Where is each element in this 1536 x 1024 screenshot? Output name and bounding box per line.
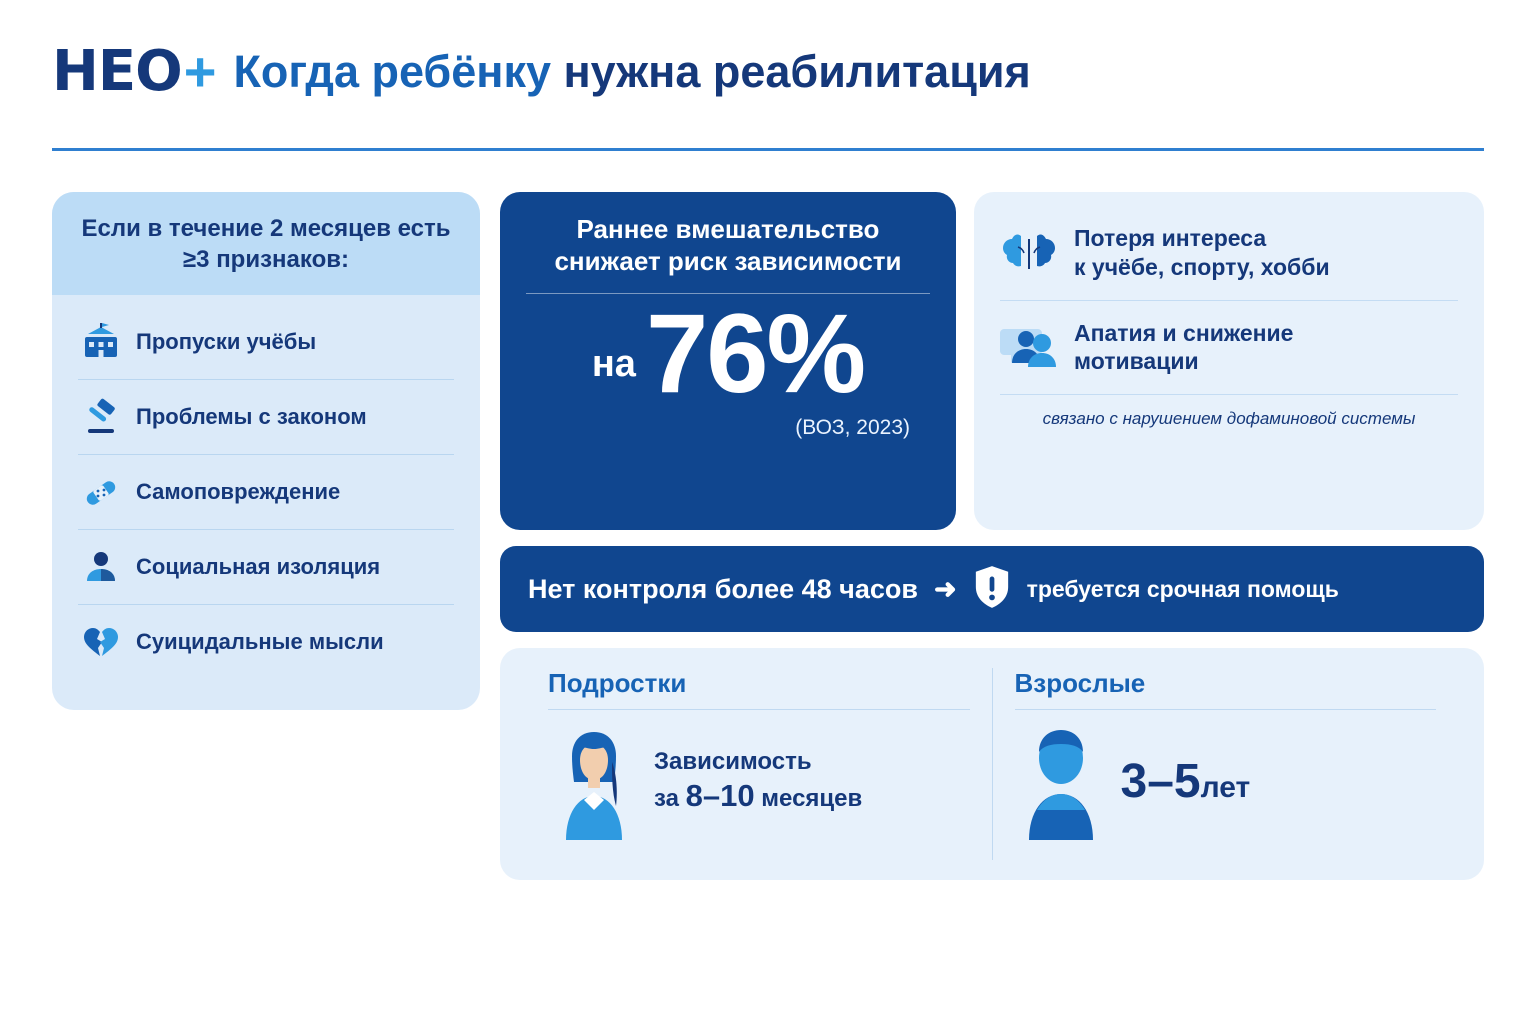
symptom-line-2: к учёбе, спорту, хобби (1074, 253, 1330, 280)
comparison-adults-unit: лет (1200, 770, 1251, 804)
comparison-teens-line1: Зависимость (654, 747, 812, 775)
list-item (78, 455, 454, 530)
warning-signs-heading: Если в течение 2 месяцев есть ≥3 признаков: (52, 192, 480, 295)
list-item-label: Социальная изоляция (136, 554, 381, 580)
comparison-adults-value: 3–5 (1120, 754, 1201, 808)
adult-man-icon (1015, 722, 1107, 840)
arrow-right-icon: ➜ (933, 573, 957, 604)
list-item (78, 305, 454, 380)
symptom-text (1074, 224, 1330, 282)
symptoms-card (974, 192, 1484, 530)
bandage-icon (80, 471, 122, 513)
urgent-banner (500, 546, 1484, 632)
alert-shield-icon (973, 564, 1011, 615)
symptom-text (1074, 319, 1293, 377)
comparison-adults-title: Взрослые (1015, 668, 1437, 710)
symptom-line-1: Потеря интереса (1074, 225, 1267, 251)
urgent-tail-text: требуется срочная помощь (1026, 575, 1339, 602)
list-item (78, 530, 454, 605)
comparison-teens (526, 668, 992, 860)
list-item (78, 380, 454, 455)
symptom-line-2: мотивации (1074, 348, 1199, 375)
comparison-teens-body (548, 722, 970, 840)
comparison-teens-text (654, 747, 862, 816)
header (52, 39, 1484, 104)
header-divider (52, 148, 1484, 151)
comparison-teens-value: 8–10 (685, 777, 755, 813)
comparison-teens-line2-suffix: месяцев (754, 784, 863, 812)
brand-logo-plus-icon: + (183, 40, 216, 103)
page-title (233, 46, 1031, 98)
list-item (78, 605, 454, 679)
person-alone-icon (80, 546, 122, 588)
symptom-line-1: Апатия и снижение (1074, 319, 1294, 346)
symptoms-note: связано с нарушением дофаминовой системы (1042, 409, 1416, 428)
statistic-heading: Раннее вмешательство снижает риск зависимости (554, 214, 902, 276)
comparison-teens-title: Подростки (548, 668, 970, 710)
statistic-source: (ВОЗ, 2023) (795, 416, 910, 440)
list-item-label: Самоповреждение (136, 479, 341, 505)
list-item (1000, 216, 1458, 301)
gavel-icon (80, 396, 122, 438)
list-item (1000, 301, 1458, 396)
school-icon (80, 321, 122, 363)
urgent-main-text: Нет контроля более 48 часов (528, 573, 918, 604)
page-title-accent: Когда ребёнку (233, 46, 551, 98)
comparison-adults (992, 668, 1459, 860)
list-item-label: Суицидальные мысли (136, 629, 384, 655)
warning-signs-list (52, 295, 480, 679)
warning-signs-card (52, 192, 480, 710)
statistic-card (500, 192, 956, 530)
statistic-prefix: на (591, 343, 636, 386)
brand-logo (52, 39, 216, 104)
apathy-person-icon (1000, 321, 1058, 373)
list-item-label: Проблемы с законом (136, 404, 367, 430)
comparison-adults-value-group (1121, 754, 1251, 809)
page-title-rest: нужна реабилитация (551, 46, 1031, 98)
broken-heart-icon (80, 621, 122, 663)
brain-icon (1000, 227, 1058, 279)
comparison-teens-line2-prefix: за (654, 784, 686, 812)
statistic-value: 76% (645, 291, 865, 417)
comparison-adults-body (1015, 722, 1437, 840)
teen-girl-icon (548, 722, 640, 840)
statistic-figure (524, 291, 932, 417)
brand-logo-text: HEO (52, 39, 182, 104)
list-item-label: Пропуски учёбы (136, 329, 317, 355)
comparison-card (500, 648, 1484, 880)
